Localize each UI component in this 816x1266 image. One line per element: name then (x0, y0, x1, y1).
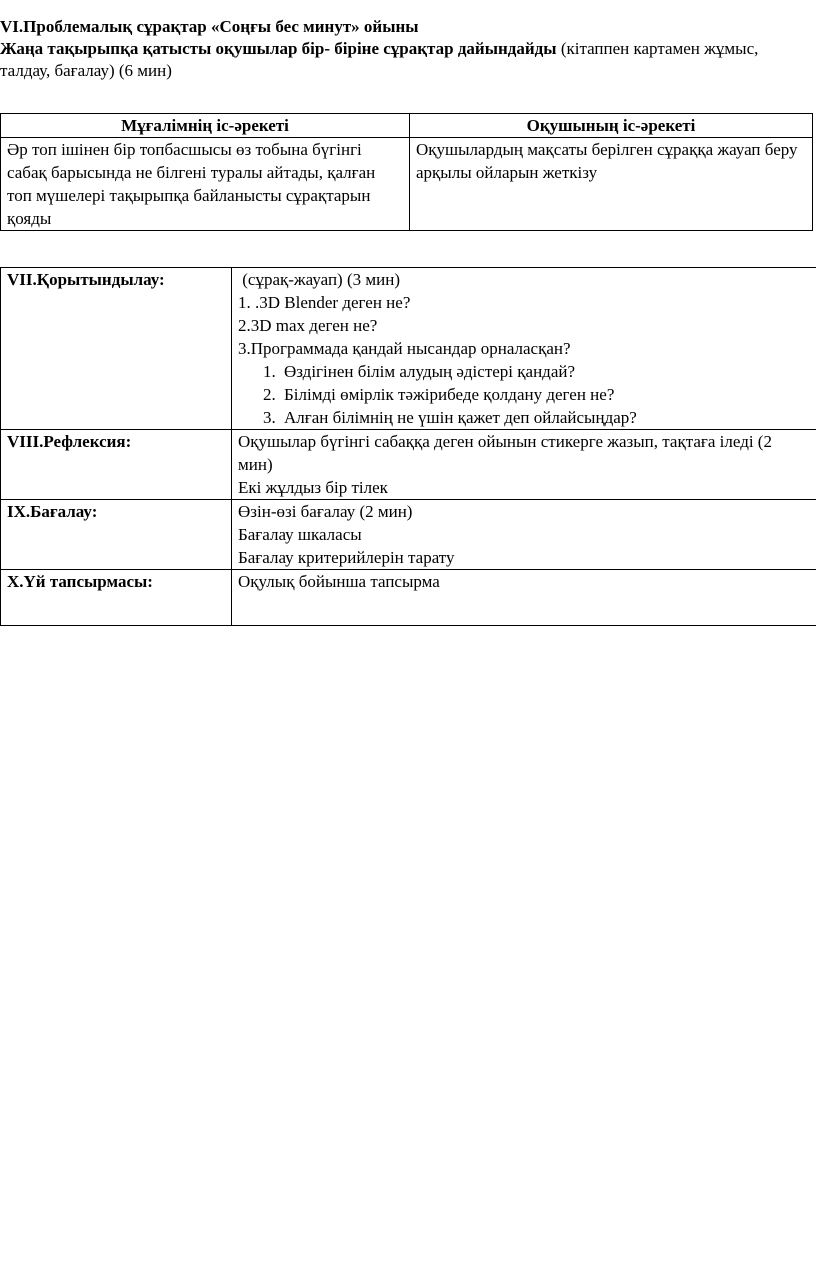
section-subtitle (0, 38, 812, 82)
stage-line: Бағалау критерийлерін тарату (238, 548, 455, 567)
stage-content (232, 570, 816, 626)
stage-row-reflection (1, 430, 816, 500)
stage-line: Өзін-өзі бағалау (2 мин) (238, 502, 413, 521)
question-item: 2. Білімді өмірлік тәжірибеде қолдану деген не? (280, 383, 810, 406)
activity-table-row (1, 138, 813, 231)
stage-line: Бағалау шкаласы (238, 525, 362, 544)
stage-label: VII.Қорытындылау: (1, 268, 232, 430)
stage-line: 3.Программада қандай нысандар орналасқан? (238, 339, 571, 358)
stage-line: Екі жұлдыз бір тілек (238, 478, 388, 497)
stage-line: 2.3D max деген не? (238, 316, 378, 335)
stage-line: Оқулық бойынша тапсырма (238, 572, 440, 591)
teacher-activity-header: Мұғалімнің іс-әрекеті (1, 114, 410, 138)
stage-row-homework (1, 570, 816, 626)
stage-content (232, 500, 816, 570)
stage-line: (сұрақ-жауап) (3 мин) (238, 270, 400, 289)
stage-label: X.Үй тапсырмасы: (1, 570, 232, 626)
section-heading (0, 16, 812, 82)
teacher-activity-cell: Әр топ ішінен бір топбасшысы өз тобына бүгінгі сабақ барысында не білгені туралы айтады, қалған топ мүшелері тақырыпқа байланысты сұрақтарын қояды (1, 138, 410, 231)
stage-line: Оқушылар бүгінгі сабаққа деген ойынын стикерге жазып, тақтаға іледі (2 мин) (238, 432, 772, 474)
section-title: VI.Проблемалық сұрақтар «Соңғы бес минут» ойыны (0, 17, 419, 36)
stage-row-assessment (1, 500, 816, 570)
stage-label: VIII.Рефлексия: (1, 430, 232, 500)
stage-line: 1. .3D Blender деген не? (238, 293, 411, 312)
stage-content (232, 430, 816, 500)
question-list (238, 360, 810, 429)
stage-content (232, 268, 816, 430)
question-item: 1. Өздігінен білім алудың әдістері қандай? (280, 360, 810, 383)
activity-table-header-row (1, 114, 813, 138)
stage-row-summary (1, 268, 816, 430)
section-subtitle-bold: Жаңа тақырыпқа қатысты оқушылар бір- біріне сұрақтар дайындайды (0, 39, 557, 58)
lesson-stages-table (0, 267, 816, 626)
section-subtitle-rest: (кітаппен картамен жұмыс, талдау, бағалау) (6 мин) (0, 39, 759, 80)
question-item: 3. Алған білімнің не үшін қажет деп ойлайсыңдар? (280, 406, 810, 429)
stage-label: IX.Бағалау: (1, 500, 232, 570)
student-activity-cell: Оқушылардың мақсаты берілген сұраққа жауап беру арқылы ойларын жеткізу (410, 138, 813, 231)
student-activity-header: Оқушының іс-әрекеті (410, 114, 813, 138)
activity-table (0, 113, 813, 231)
